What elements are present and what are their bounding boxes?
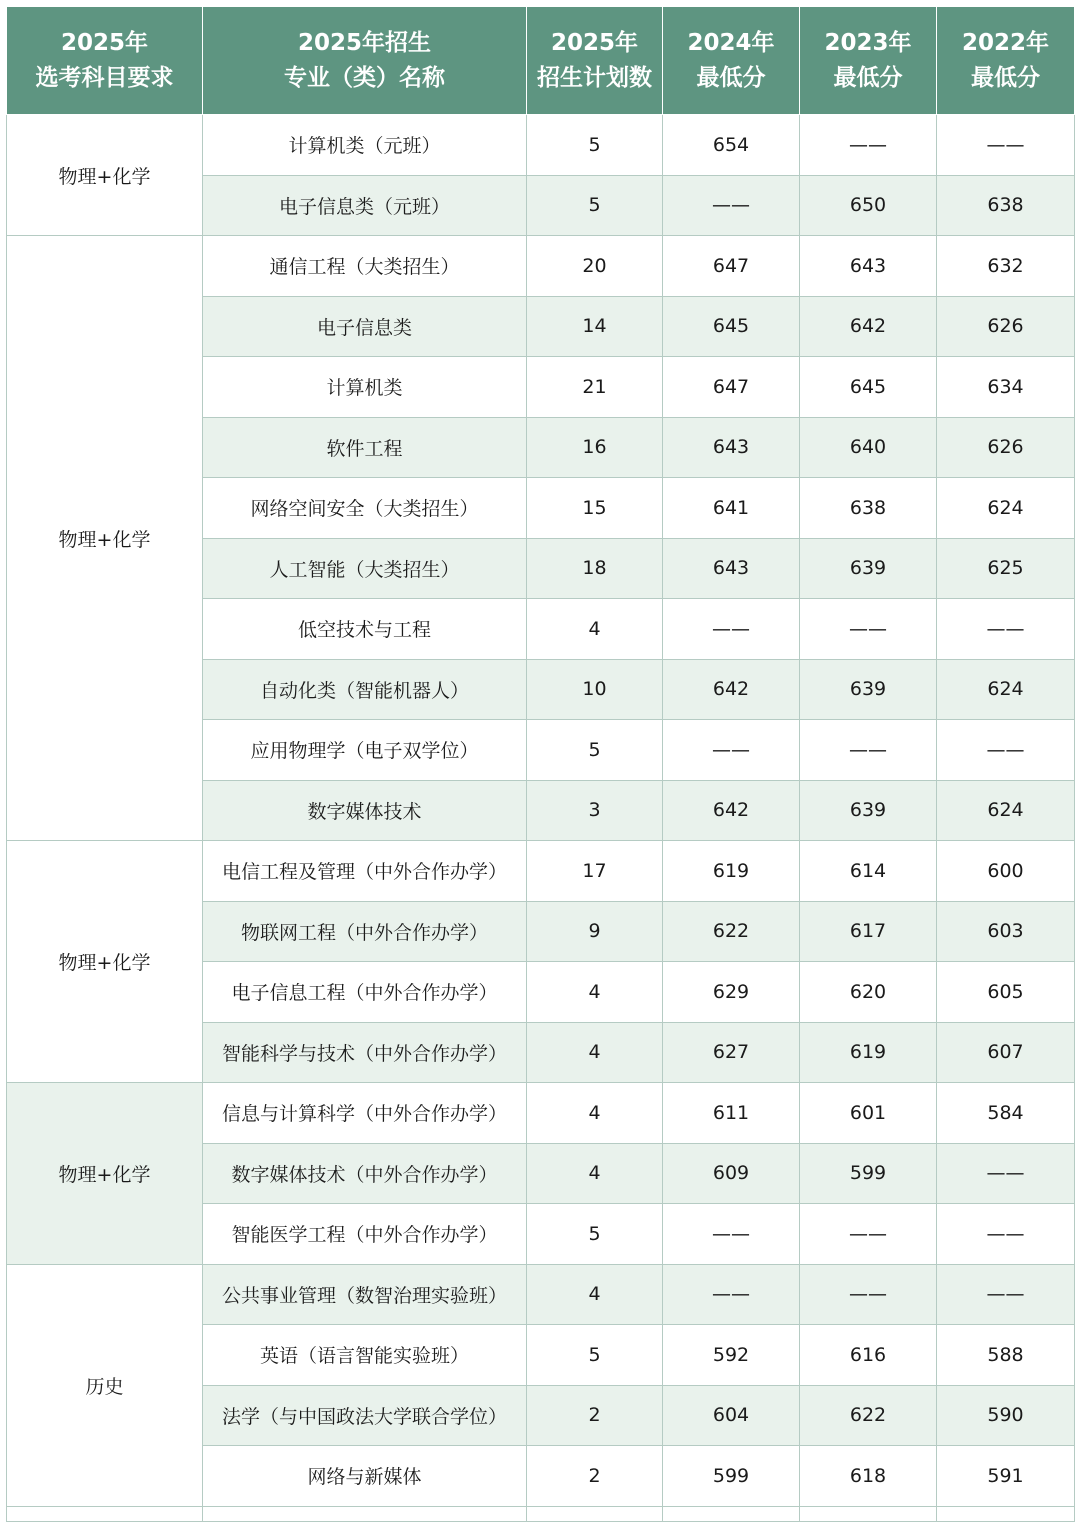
empty-cell (527, 1506, 663, 1521)
empty-cell (7, 1506, 203, 1521)
table-row (7, 1083, 1075, 1144)
min-score-2023-cell: 599 (800, 1143, 937, 1204)
header-line-1: 2025年招生 (297, 29, 431, 56)
min-score-2022-cell: 588 (937, 1325, 1075, 1386)
min-score-2023-cell: 640 (800, 417, 937, 478)
plan-count-cell: 10 (527, 659, 663, 720)
min-score-2023-cell: 638 (800, 478, 937, 539)
plan-count-cell: 15 (527, 478, 663, 539)
major-name-cell: 物联网工程（中外合作办学） (203, 901, 527, 962)
header-line-1: 2024年 (687, 29, 775, 56)
major-name-cell: 电子信息工程（中外合作办学） (203, 962, 527, 1023)
subject-requirement-cell: 物理+化学 (7, 841, 203, 1083)
header-line-2: 最低分 (696, 64, 766, 91)
min-score-2023-cell: 616 (800, 1325, 937, 1386)
admissions-score-table (6, 6, 1075, 1522)
empty-cell (800, 1506, 937, 1521)
plan-count-cell: 5 (527, 175, 663, 236)
plan-count-cell: 17 (527, 841, 663, 902)
min-score-2023-cell: —— (800, 1264, 937, 1325)
subject-requirement-cell: 历史 (7, 1264, 203, 1506)
major-name-cell: 网络空间安全（大类招生） (203, 478, 527, 539)
min-score-2022-cell: 624 (937, 478, 1075, 539)
min-score-2024-cell: 641 (663, 478, 800, 539)
min-score-2024-cell: 642 (663, 780, 800, 841)
min-score-2024-cell: 643 (663, 538, 800, 599)
plan-count-cell: 2 (527, 1446, 663, 1507)
min-score-2024-cell: 611 (663, 1083, 800, 1144)
min-score-2022-cell: 626 (937, 296, 1075, 357)
plan-count-cell: 14 (527, 296, 663, 357)
table-row (7, 236, 1075, 297)
min-score-2023-cell: 619 (800, 1022, 937, 1083)
table-row (7, 841, 1075, 902)
min-score-2024-cell: —— (663, 720, 800, 781)
min-score-2024-cell: —— (663, 175, 800, 236)
header-min-score-2023 (800, 7, 937, 115)
plan-count-cell: 4 (527, 599, 663, 660)
min-score-2023-cell: 618 (800, 1446, 937, 1507)
min-score-2022-cell: —— (937, 599, 1075, 660)
header-subject-requirement (7, 7, 203, 115)
major-name-cell: 计算机类（元班） (203, 115, 527, 176)
min-score-2023-cell: 639 (800, 780, 937, 841)
min-score-2022-cell: —— (937, 1264, 1075, 1325)
plan-count-cell: 2 (527, 1385, 663, 1446)
min-score-2022-cell: —— (937, 1143, 1075, 1204)
empty-cell (203, 1506, 527, 1521)
header-line-2: 专业（类）名称 (284, 64, 445, 91)
min-score-2022-cell: 626 (937, 417, 1075, 478)
min-score-2023-cell: 643 (800, 236, 937, 297)
plan-count-cell: 5 (527, 1325, 663, 1386)
min-score-2022-cell: 624 (937, 780, 1075, 841)
plan-count-cell: 21 (527, 357, 663, 418)
major-name-cell: 数字媒体技术（中外合作办学） (203, 1143, 527, 1204)
major-name-cell: 电信工程及管理（中外合作办学） (203, 841, 527, 902)
major-name-cell: 法学（与中国政法大学联合学位） (203, 1385, 527, 1446)
min-score-2023-cell: —— (800, 599, 937, 660)
min-score-2024-cell: 599 (663, 1446, 800, 1507)
major-name-cell: 智能医学工程（中外合作办学） (203, 1204, 527, 1265)
min-score-2024-cell: 619 (663, 841, 800, 902)
min-score-2022-cell: 638 (937, 175, 1075, 236)
min-score-2024-cell: 643 (663, 417, 800, 478)
header-line-2: 招生计划数 (537, 64, 652, 91)
min-score-2024-cell: 645 (663, 296, 800, 357)
min-score-2022-cell: 584 (937, 1083, 1075, 1144)
header-line-1: 2022年 (961, 29, 1049, 56)
min-score-2023-cell: 639 (800, 659, 937, 720)
min-score-2023-cell: —— (800, 115, 937, 176)
empty-cell (663, 1506, 800, 1521)
table-body (7, 115, 1075, 1522)
min-score-2023-cell: 622 (800, 1385, 937, 1446)
header-line-1: 2025年 (550, 29, 638, 56)
min-score-2023-cell: —— (800, 1204, 937, 1265)
min-score-2023-cell: 617 (800, 901, 937, 962)
min-score-2024-cell: 642 (663, 659, 800, 720)
min-score-2022-cell: 634 (937, 357, 1075, 418)
empty-cell (937, 1506, 1075, 1521)
min-score-2022-cell: —— (937, 720, 1075, 781)
major-name-cell: 计算机类 (203, 357, 527, 418)
min-score-2024-cell: 622 (663, 901, 800, 962)
table-row (7, 1264, 1075, 1325)
header-line-2: 选考科目要求 (35, 64, 174, 91)
plan-count-cell: 9 (527, 901, 663, 962)
table-header-row (7, 7, 1075, 115)
major-name-cell: 低空技术与工程 (203, 599, 527, 660)
plan-count-cell: 5 (527, 1204, 663, 1265)
min-score-2024-cell: 627 (663, 1022, 800, 1083)
min-score-2022-cell: 600 (937, 841, 1075, 902)
min-score-2023-cell: 642 (800, 296, 937, 357)
min-score-2023-cell: 620 (800, 962, 937, 1023)
header-major-name (203, 7, 527, 115)
header-line-1: 2025年 (60, 29, 148, 56)
min-score-2024-cell: 592 (663, 1325, 800, 1386)
min-score-2023-cell: 614 (800, 841, 937, 902)
min-score-2023-cell: 645 (800, 357, 937, 418)
table-row (7, 115, 1075, 176)
plan-count-cell: 4 (527, 1143, 663, 1204)
min-score-2024-cell: 654 (663, 115, 800, 176)
min-score-2022-cell: 632 (937, 236, 1075, 297)
major-name-cell: 智能科学与技术（中外合作办学） (203, 1022, 527, 1083)
min-score-2022-cell: 590 (937, 1385, 1075, 1446)
major-name-cell: 通信工程（大类招生） (203, 236, 527, 297)
header-line-2: 最低分 (833, 64, 903, 91)
subject-requirement-cell: 物理+化学 (7, 115, 203, 236)
major-name-cell: 电子信息类 (203, 296, 527, 357)
min-score-2024-cell: 609 (663, 1143, 800, 1204)
min-score-2022-cell: 591 (937, 1446, 1075, 1507)
header-plan-count (527, 7, 663, 115)
major-name-cell: 人工智能（大类招生） (203, 538, 527, 599)
min-score-2023-cell: 601 (800, 1083, 937, 1144)
min-score-2024-cell: —— (663, 1264, 800, 1325)
min-score-2022-cell: 607 (937, 1022, 1075, 1083)
min-score-2024-cell: 629 (663, 962, 800, 1023)
min-score-2022-cell: 605 (937, 962, 1075, 1023)
major-name-cell: 软件工程 (203, 417, 527, 478)
min-score-2023-cell: 650 (800, 175, 937, 236)
min-score-2024-cell: 604 (663, 1385, 800, 1446)
major-name-cell: 应用物理学（电子双学位） (203, 720, 527, 781)
major-name-cell: 自动化类（智能机器人） (203, 659, 527, 720)
subject-requirement-cell: 物理+化学 (7, 1083, 203, 1265)
header-min-score-2022 (937, 7, 1075, 115)
min-score-2024-cell: 647 (663, 236, 800, 297)
plan-count-cell: 18 (527, 538, 663, 599)
plan-count-cell: 5 (527, 720, 663, 781)
min-score-2023-cell: 639 (800, 538, 937, 599)
min-score-2022-cell: 624 (937, 659, 1075, 720)
major-name-cell: 公共事业管理（数智治理实验班） (203, 1264, 527, 1325)
header-min-score-2024 (663, 7, 800, 115)
min-score-2024-cell: 647 (663, 357, 800, 418)
header-line-1: 2023年 (824, 29, 912, 56)
min-score-2024-cell: —— (663, 599, 800, 660)
min-score-2022-cell: 603 (937, 901, 1075, 962)
plan-count-cell: 5 (527, 115, 663, 176)
min-score-2022-cell: 625 (937, 538, 1075, 599)
subject-requirement-cell: 物理+化学 (7, 236, 203, 841)
min-score-2023-cell: —— (800, 720, 937, 781)
plan-count-cell: 4 (527, 962, 663, 1023)
plan-count-cell: 4 (527, 1022, 663, 1083)
min-score-2022-cell: —— (937, 1204, 1075, 1265)
plan-count-cell: 20 (527, 236, 663, 297)
major-name-cell: 电子信息类（元班） (203, 175, 527, 236)
major-name-cell: 信息与计算科学（中外合作办学） (203, 1083, 527, 1144)
plan-count-cell: 4 (527, 1264, 663, 1325)
min-score-2024-cell: —— (663, 1204, 800, 1265)
plan-count-cell: 4 (527, 1083, 663, 1144)
major-name-cell: 数字媒体技术 (203, 780, 527, 841)
plan-count-cell: 16 (527, 417, 663, 478)
major-name-cell: 网络与新媒体 (203, 1446, 527, 1507)
min-score-2022-cell: —— (937, 115, 1075, 176)
plan-count-cell: 3 (527, 780, 663, 841)
major-name-cell: 英语（语言智能实验班） (203, 1325, 527, 1386)
header-line-2: 最低分 (971, 64, 1040, 91)
table-row-partial (7, 1506, 1075, 1521)
